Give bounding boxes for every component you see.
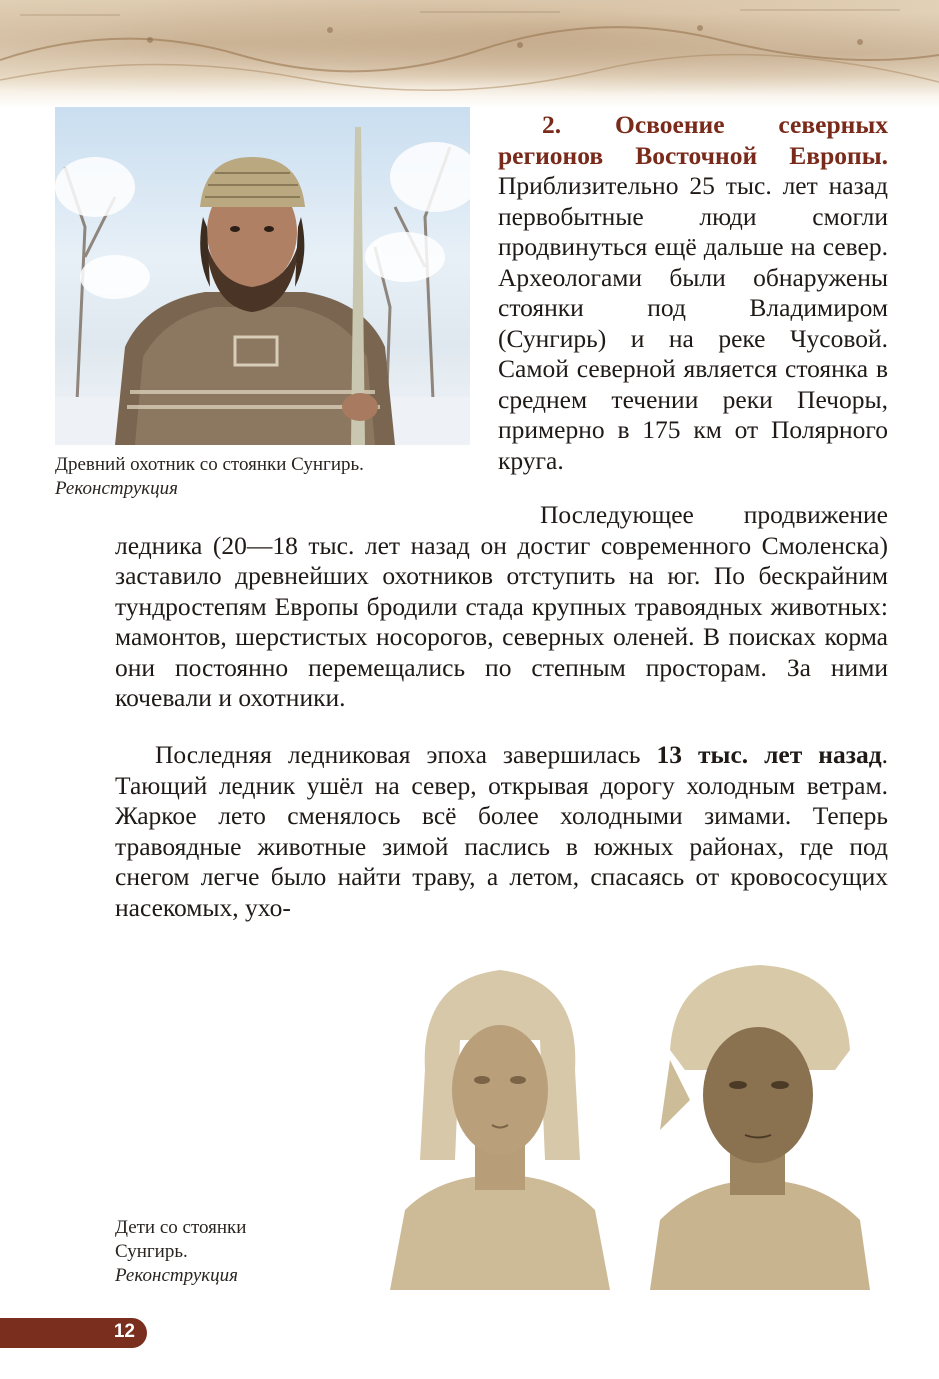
glacier-paragraph-text: Последующее продвижение ледника (20—18 тыс. лет назад он достиг современного Смоленска) заставило древнейших охотников отступить на юг. По бескрайним тундростепям Европы бродили стада крупных травоядных животных: мамонтов, шерстистых носорогов, северных оленей. В поисках корма они постоянно перемещались по степным просторам. За ними кочевали и охотники. [115, 500, 888, 712]
glacier-paragraph [115, 500, 888, 714]
section-heading: 2. Освоение северных регионов Восточной Европы. [498, 110, 888, 170]
page-number: 12 [113, 1321, 135, 1342]
hunter-image-caption [55, 453, 485, 501]
children-caption-line1: Дети со стоянки [115, 1217, 247, 1238]
decorative-header [0, 0, 939, 108]
children-caption-line2: Сунгирь. [115, 1241, 188, 1262]
girl-bust-image [380, 960, 620, 1290]
hunter-caption-text: Древний охотник со стоянки Сунгирь. [55, 454, 364, 475]
children-caption-italic: Реконструкция [115, 1265, 238, 1286]
section-intro-paragraph [498, 110, 888, 476]
boy-bust-image [630, 960, 890, 1290]
header-ornament [0, 0, 939, 108]
girl-bust-illustration [380, 960, 620, 1290]
ice-age-date-bold: 13 тыс. лет назад [656, 740, 882, 769]
boy-bust-illustration [630, 960, 890, 1290]
page-number-tab [0, 1318, 147, 1348]
ice-age-text-after: . Тающий ледник ушёл на север, открывая дорогу холодным ветрам. Жаркое лето сменялось всё более холодными зимами. Теперь травоядные животные зимой паслись в южных районах, где под снегом легче было найти траву, а летом, спасаясь от кровососущих насекомых, ухо- [115, 740, 888, 922]
ice-age-end-paragraph [115, 740, 888, 923]
hunter-illustration [55, 107, 470, 445]
ice-age-text-before: Последняя ледниковая эпоха завершилась [155, 740, 657, 769]
children-image-caption [115, 1216, 305, 1288]
hunter-caption-italic: Реконструкция [55, 478, 178, 499]
hunter-reconstruction-image [55, 107, 470, 445]
section-intro-text: Приблизительно 25 тыс. лет назад первобытные люди смогли продвинуться ещё дальше на север. Археологами были обнаружены стоянки под Владимиром (Сунгирь) и на реке Чусовой. Самой северной является стоянка в среднем течении реки Печоры, примерно в 175 км от Полярного круга. [498, 171, 888, 475]
